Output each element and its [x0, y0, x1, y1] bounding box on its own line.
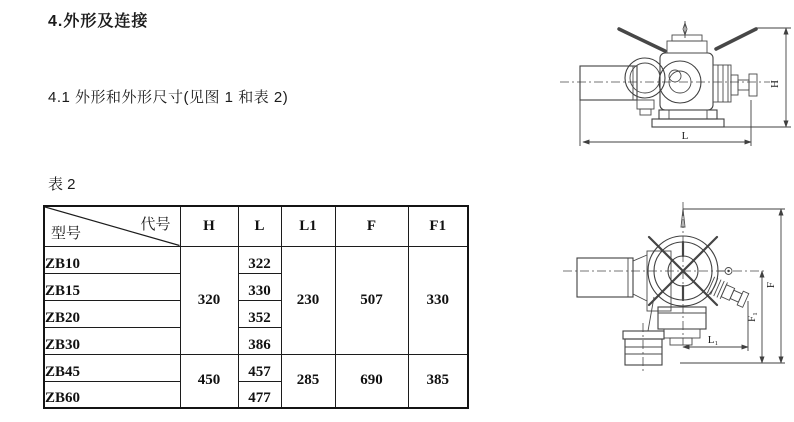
l-value-cell: 322 — [238, 246, 281, 273]
dimension-table — [43, 205, 469, 409]
l-value-cell: 330 — [238, 273, 281, 300]
dimension-F — [680, 209, 785, 363]
column-header-f: F — [335, 206, 408, 246]
f1-value-cell: 330 — [408, 246, 468, 354]
position-indicator — [683, 21, 687, 38]
table-header-row — [44, 206, 468, 246]
model-cell: ZB10 — [44, 246, 180, 273]
model-cell: ZB45 — [44, 354, 180, 381]
dimension-L1 — [683, 301, 748, 351]
gearbox-body — [659, 35, 713, 110]
l-value-cell: 386 — [238, 327, 281, 354]
l-value-cell: 477 — [238, 381, 281, 408]
column-header-l: L — [238, 206, 281, 246]
figure-front-view — [543, 197, 794, 397]
motor-cylinder — [580, 66, 637, 100]
section-heading: 4.外形及连接 — [48, 13, 149, 30]
table-row — [44, 354, 468, 381]
model-cell: ZB20 — [44, 300, 180, 327]
base-flange — [652, 110, 724, 127]
diagonal-label-model: 型号 — [51, 226, 82, 242]
column-header-f1: F1 — [408, 206, 468, 246]
table-row — [44, 246, 468, 273]
table-caption: 表 2 — [48, 176, 76, 193]
output-shaft — [731, 74, 757, 96]
worm-gear-stack — [713, 65, 731, 102]
motor-cylinder — [577, 258, 633, 297]
lower-housing — [648, 297, 706, 345]
dim-label-L1: L₁ — [707, 334, 719, 346]
model-cell: ZB30 — [44, 327, 180, 354]
model-cell: ZB15 — [44, 273, 180, 300]
figure-side-view — [549, 12, 794, 160]
diagonal-header-cell — [44, 206, 180, 246]
dim-label-F1: F₁ — [746, 312, 758, 322]
l1-value-cell: 230 — [281, 246, 335, 354]
centerlines — [563, 202, 767, 345]
worm-shaft-assembly — [707, 277, 749, 309]
model-cell: ZB60 — [44, 381, 180, 408]
diagonal-label-code: 代号 — [140, 217, 171, 233]
dim-label-H: H — [769, 80, 781, 88]
subsection-text: 4.1 外形和外形尺寸(见图 1 和表 2) — [48, 89, 289, 106]
column-header-l1: L1 — [281, 206, 335, 246]
dim-label-F: F — [765, 281, 777, 289]
l-value-cell: 457 — [238, 354, 281, 381]
terminal-box — [623, 323, 664, 371]
column-header-h: H — [180, 206, 238, 246]
h-value-cell: 450 — [180, 354, 238, 408]
l-value-cell: 352 — [238, 300, 281, 327]
handwheel-edge — [619, 29, 756, 51]
f1-value-cell: 385 — [408, 354, 468, 408]
dimension-L — [580, 100, 751, 146]
l1-value-cell: 285 — [281, 354, 335, 408]
dim-label-L: L — [681, 130, 689, 142]
f-value-cell: 507 — [335, 246, 408, 354]
dimension-H — [712, 28, 791, 127]
h-value-cell: 320 — [180, 246, 238, 354]
f-value-cell: 690 — [335, 354, 408, 408]
